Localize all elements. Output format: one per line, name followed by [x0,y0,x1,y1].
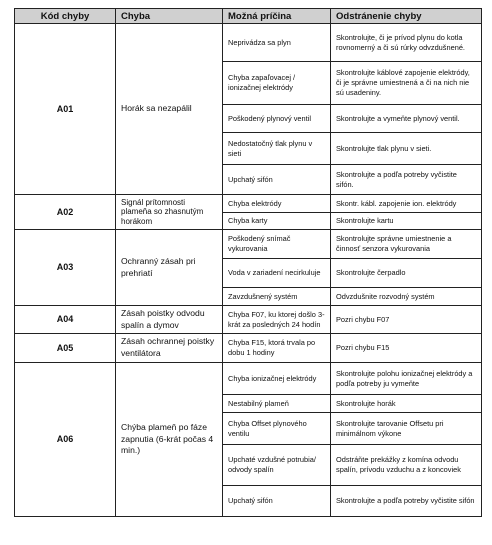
solution-cell: Skontr. kábl. zapojenie ion. elektródy [331,195,482,213]
cause-cell: Poškodený plynový ventil [223,105,331,133]
error-code-cell: A03 [15,230,116,306]
header-error-code: Kód chyby [15,9,116,24]
solution-cell: Odvzdušnite rozvodný systém [331,288,482,306]
cause-cell: Chyba Offset plynového ventilu [223,413,331,445]
cause-cell: Nestabilný plameň [223,395,331,413]
error-description-cell: Ochranný zásah pri prehriatí [116,230,223,306]
cause-cell: Chyba zapaľovacej / ionizačnej elektródy [223,62,331,105]
error-description-cell: Zásah poistky odvodu spalín a dymov [116,306,223,334]
error-description-cell: Zásah ochrannej poistky ventilátora [116,334,223,363]
table-row [15,363,482,395]
error-description-cell: Chýba plameň po fáze zapnutia (6-krát počas 4 min.) [116,363,223,517]
error-code-table-container [14,8,481,517]
cause-cell: Chyba F07, ku ktorej došlo 3-krát za posledných 24 hodín [223,306,331,334]
solution-cell: Skontrolujte polohu ionizačnej elektródy a podľa potreby ju vymeňte [331,363,482,395]
solution-cell: Skontrolujte horák [331,395,482,413]
cause-cell: Zavzdušnený systém [223,288,331,306]
solution-cell: Skontrolujte káblové zapojenie elektródy, či je správne umiestnená a či na nich nie sú usadeniny. [331,62,482,105]
solution-cell: Skontrolujte tlak plynu v sieti. [331,133,482,165]
error-description-cell: Signál prítomnosti plameňa so zhasnutým horákom [116,195,223,230]
cause-cell: Upchatý sifón [223,486,331,517]
solution-cell: Skontrolujte a podľa potreby vyčistite sifón [331,486,482,517]
solution-cell: Pozri chybu F07 [331,306,482,334]
cause-cell: Chyba F15, ktorá trvala po dobu 1 hodiny [223,334,331,363]
table-row [15,24,482,62]
solution-cell: Skontrolujte kartu [331,213,482,230]
error-code-cell: A04 [15,306,116,334]
solution-cell: Skontrolujte a vymeňte plynový ventil. [331,105,482,133]
error-code-cell: A02 [15,195,116,230]
solution-cell: Skontrolujte tarovanie Offsetu pri minimálnom výkone [331,413,482,445]
solution-cell: Pozri chybu F15 [331,334,482,363]
table-header-row [15,9,482,24]
error-code-table [14,8,482,517]
cause-cell: Nedostatočný tlak plynu v sieti [223,133,331,165]
header-error: Chyba [116,9,223,24]
table-row [15,306,482,334]
solution-cell: Skontrolujte správne umiestnenie a činnosť senzora vykurovania [331,230,482,259]
error-code-cell: A01 [15,24,116,195]
cause-cell: Upchatý sifón [223,165,331,195]
error-description-cell: Horák sa nezapálil [116,24,223,195]
cause-cell: Poškodený snímač vykurovania [223,230,331,259]
table-row [15,334,482,363]
error-code-cell: A05 [15,334,116,363]
cause-cell: Chyba ionizačnej elektródy [223,363,331,395]
cause-cell: Voda v zariadení necirkuluje [223,259,331,288]
solution-cell: Skontrolujte, či je prívod plynu do kotla rovnomerný a či sú rúrky odvzdušnené. [331,24,482,62]
solution-cell: Odstráňte prekážky z komína odvodu spalín, prívodu vzduchu a z koncoviek [331,445,482,486]
cause-cell: Upchaté vzdušné potrubia/ odvody spalín [223,445,331,486]
cause-cell: Chyba karty [223,213,331,230]
cause-cell: Chyba elektródy [223,195,331,213]
table-row [15,195,482,213]
solution-cell: Skontrolujte čerpadlo [331,259,482,288]
header-solution: Odstránenie chyby [331,9,482,24]
cause-cell: Neprivádza sa plyn [223,24,331,62]
error-code-cell: A06 [15,363,116,517]
solution-cell: Skontrolujte a podľa potreby vyčistite sifón. [331,165,482,195]
header-possible-cause: Možná príčina [223,9,331,24]
table-row [15,230,482,259]
